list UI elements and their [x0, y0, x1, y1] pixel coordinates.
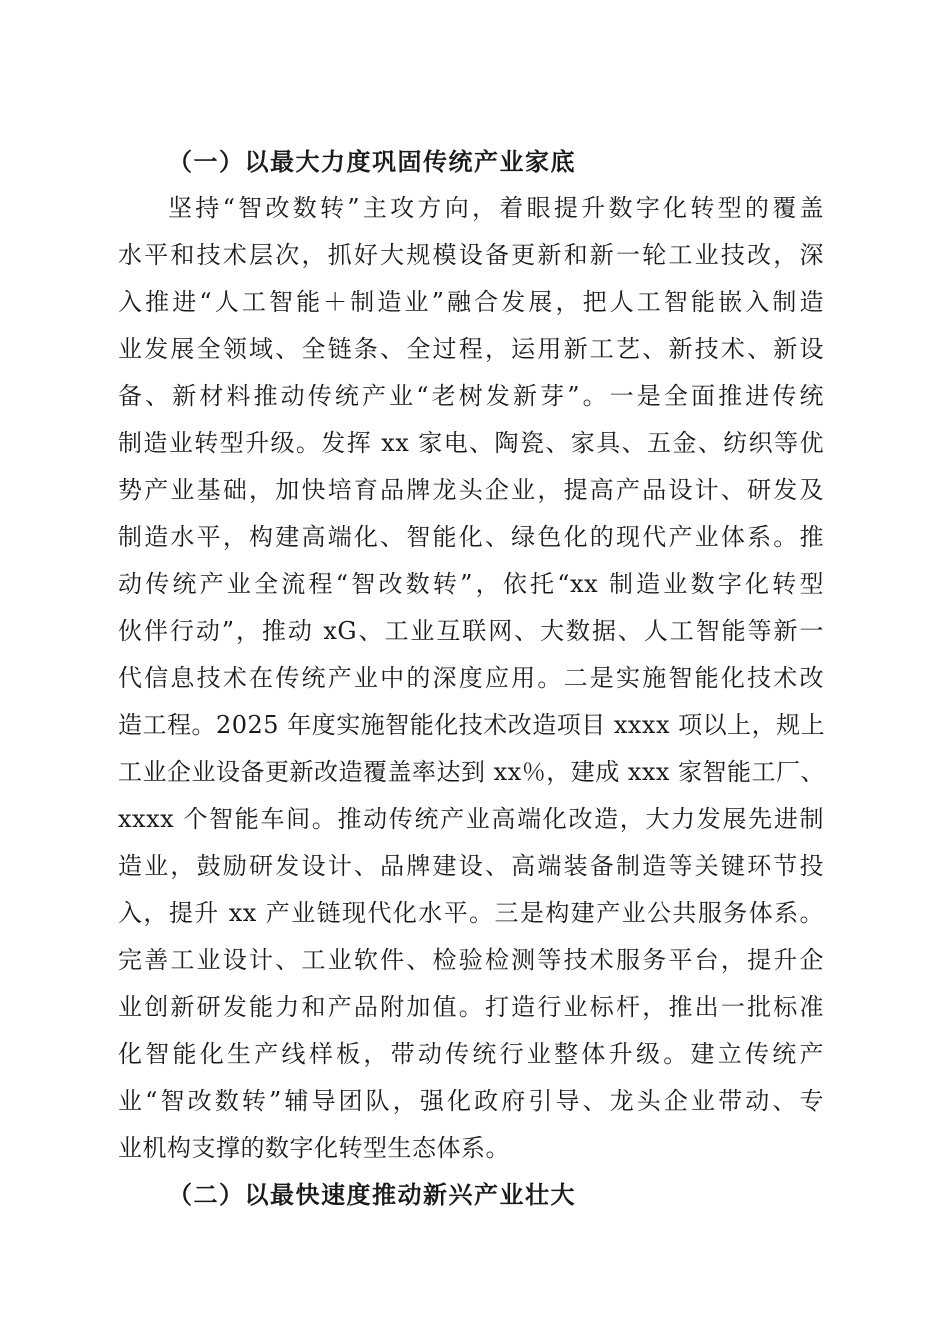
paragraph-line: 水平和技术层次，抓好大规模设备更新和新一轮工业技改，深: [118, 241, 824, 269]
paragraph-line: 入推进“人工智能＋制造业”融合发展，把人工智能嵌入制造: [118, 288, 824, 316]
paragraph-line: 入，提升 xx 产业链现代化水平。三是构建产业公共服务体系。: [118, 899, 824, 927]
paragraph-line: 伙伴行动”，推动 xG、工业互联网、大数据、人工智能等新一: [118, 617, 824, 645]
paragraph-line: 造工程。2025 年度实施智能化技术改造项目 xxxx 项以上，规上: [118, 711, 826, 739]
paragraph-line: 势产业基础，加快培育品牌龙头企业，提高产品设计、研发及: [118, 476, 824, 504]
paragraph-line: xxxx 个智能车间。推动传统产业高端化改造，大力发展先进制: [118, 805, 824, 833]
paragraph-line: 备、新材料推动传统产业“老树发新芽”。一是全面推进传统: [118, 382, 824, 410]
paragraph-line: 工业企业设备更新改造覆盖率达到 xx％，建成 xxx 家智能工厂、: [118, 758, 826, 786]
paragraph-line: 代信息技术在传统产业中的深度应用。二是实施智能化技术改: [118, 664, 824, 692]
paragraph-line: 化智能化生产线样板，带动传统行业整体升级。建立传统产: [118, 1040, 824, 1068]
paragraph-line-last: 业机构支撑的数字化转型生态体系。: [118, 1134, 510, 1162]
paragraph-line: 业创新研发能力和产品附加值。打造行业标杆，推出一批标准: [118, 993, 824, 1021]
paragraph-line: 业“智改数转”辅导团队，强化政府引导、龙头企业带动、专: [118, 1087, 824, 1115]
section-heading-1: （一）以最大力度巩固传统产业家底: [168, 147, 576, 176]
paragraph-line: 坚持“智改数转”主攻方向，着眼提升数字化转型的覆盖: [168, 194, 824, 222]
paragraph-line: 业发展全领域、全链条、全过程，运用新工艺、新技术、新设: [118, 335, 824, 363]
paragraph-line: 制造业转型升级。发挥 xx 家电、陶瓷、家具、五金、纺织等优: [118, 429, 824, 457]
paragraph-line: 制造水平，构建高端化、智能化、绿色化的现代产业体系。推: [118, 523, 824, 551]
paragraph-line: 完善工业设计、工业软件、检验检测等技术服务平台，提升企: [118, 946, 824, 974]
paragraph-line: 造业，鼓励研发设计、品牌建设、高端装备制造等关键环节投: [118, 852, 824, 880]
paragraph-line: 动传统产业全流程“智改数转”，依托“xx 制造业数字化转型: [118, 570, 824, 598]
section-heading-2: （二）以最快速度推动新兴产业壮大: [168, 1180, 576, 1209]
